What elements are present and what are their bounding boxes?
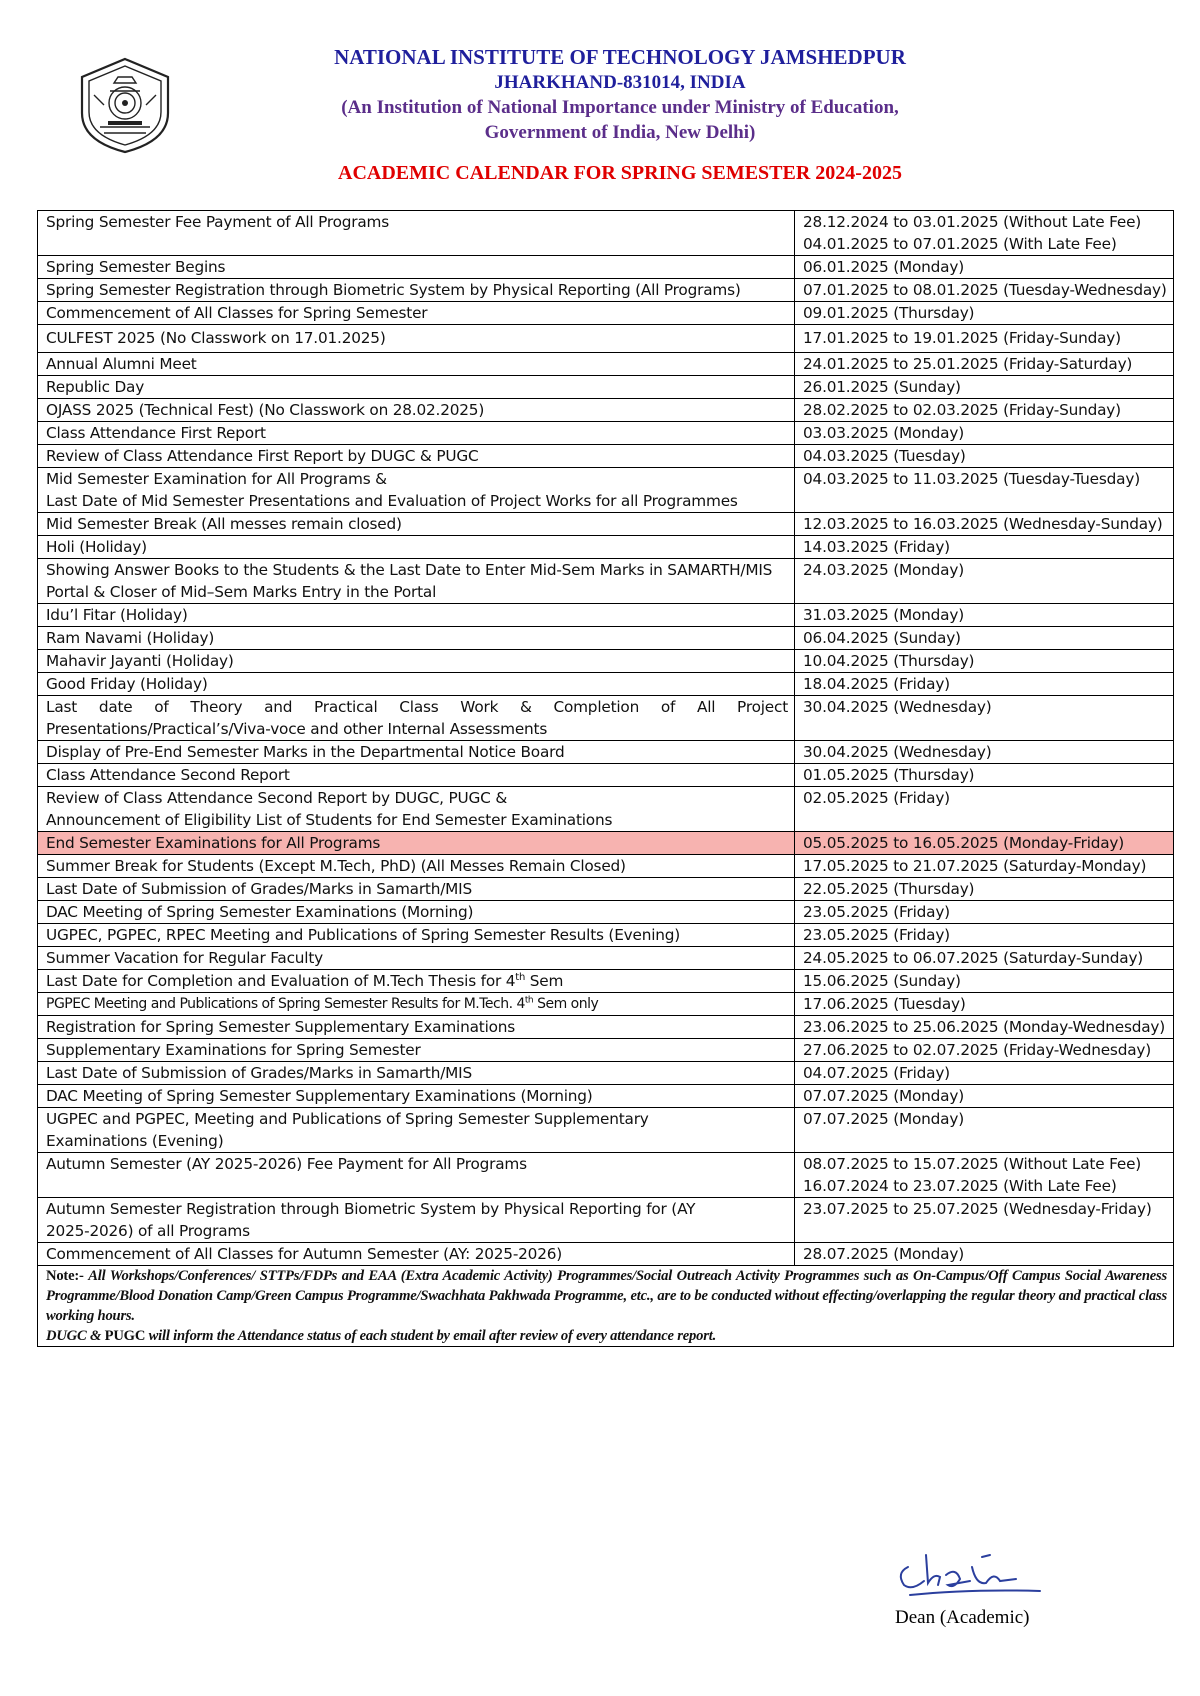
date-cell: 06.01.2025 (Monday) <box>795 256 1174 279</box>
event-cell: Autumn Semester Registration through Biometric System by Physical Reporting for (AY 2025-2026) of all Programs <box>38 1198 795 1243</box>
date-cell: 30.04.2025 (Wednesday) <box>795 741 1174 764</box>
event-cell: Idu’l Fitar (Holiday) <box>38 604 795 627</box>
table-row <box>38 376 1174 399</box>
event-cell: Class Attendance First Report <box>38 422 795 445</box>
date-cell: 17.05.2025 to 21.07.2025 (Saturday-Monday) <box>795 855 1174 878</box>
event-cell: Commencement of All Classes for Autumn Semester (AY: 2025-2026) <box>38 1243 795 1266</box>
event-line-2: Last Date of Mid Semester Presentations and Evaluation of Project Works for all Programmes <box>46 492 738 510</box>
event-cell: CULFEST 2025 (No Classwork on 17.01.2025) <box>38 325 795 353</box>
date-cell: 24.03.2025 (Monday) <box>795 559 1174 604</box>
note-line2-rest: will inform the Attendance status of each student by email after review of every attendance report. <box>145 1328 717 1344</box>
event-cell <box>38 970 795 993</box>
date-cell: 14.03.2025 (Friday) <box>795 536 1174 559</box>
table-row <box>38 1016 1174 1039</box>
table-row <box>38 1085 1174 1108</box>
note-line2-prefix: DUGC & <box>46 1328 105 1344</box>
table-row <box>38 445 1174 468</box>
table-row <box>38 855 1174 878</box>
event-cell: Registration for Spring Semester Supplementary Examinations <box>38 1016 795 1039</box>
event-cell: Holi (Holiday) <box>38 536 795 559</box>
table-row <box>38 279 1174 302</box>
event-line-2: Announcement of Eligibility List of Students for End Semester Examinations <box>46 811 613 829</box>
event-line-1: Review of Class Attendance Second Report by DUGC, PUGC & <box>46 789 508 807</box>
note-row <box>38 1266 1174 1347</box>
table-row <box>38 627 1174 650</box>
institute-tagline-1: (An Institution of National Importance under Ministry of Education, <box>341 97 899 118</box>
table-row <box>38 650 1174 673</box>
table-row <box>38 399 1174 422</box>
event-cell: Summer Break for Students (Except M.Tech, PhD) (All Messes Remain Closed) <box>38 855 795 878</box>
table-row <box>38 878 1174 901</box>
table-row <box>38 924 1174 947</box>
event-cell: Ram Navami (Holiday) <box>38 627 795 650</box>
date-cell: 28.07.2025 (Monday) <box>795 1243 1174 1266</box>
table-row <box>38 468 1174 513</box>
event-cell: Last date of Theory and Practical Class Work & Completion of All Project Presentations/Practical’s/Viva-voce and other Internal Assessments <box>38 696 795 741</box>
event-text: PGPEC Meeting and Publications of Spring Semester Results for M.Tech. 4 <box>46 996 525 1012</box>
table-row <box>38 947 1174 970</box>
event-cell: Good Friday (Holiday) <box>38 673 795 696</box>
table-row <box>38 325 1174 353</box>
event-cell: Showing Answer Books to the Students & the Last Date to Enter Mid-Sem Marks in SAMARTH/MIS Portal & Closer of Mid–Sem Marks Entry in the Portal <box>38 559 795 604</box>
date-cell: 17.06.2025 (Tuesday) <box>795 993 1174 1016</box>
event-cell: End Semester Examinations for All Programs <box>38 832 795 855</box>
table-row <box>38 1198 1174 1243</box>
superscript: th <box>515 971 526 983</box>
event-cell: DAC Meeting of Spring Semester Supplementary Examinations (Morning) <box>38 1085 795 1108</box>
institute-header <box>200 44 1040 145</box>
institute-address: JHARKHAND-831014, INDIA <box>494 72 746 93</box>
academic-calendar-table <box>37 210 1174 1347</box>
date-cell: 27.06.2025 to 02.07.2025 (Friday-Wednesday) <box>795 1039 1174 1062</box>
event-cell: Last Date of Submission of Grades/Marks in Samarth/MIS <box>38 878 795 901</box>
event-text-tail: Sem only <box>533 996 599 1012</box>
event-cell: DAC Meeting of Spring Semester Examinations (Morning) <box>38 901 795 924</box>
table-row <box>38 993 1174 1016</box>
table-row <box>38 1153 1174 1198</box>
event-text: Last Date for Completion and Evaluation of M.Tech Thesis for 4 <box>46 972 516 990</box>
event-cell <box>38 468 795 513</box>
institute-name: NATIONAL INSTITUTE OF TECHNOLOGY JAMSHEDPUR <box>334 45 906 69</box>
table-row-highlighted <box>38 832 1174 855</box>
event-cell: Spring Semester Fee Payment of All Programs <box>38 211 795 256</box>
table-row <box>38 536 1174 559</box>
note-line2-bold: PUGC <box>104 1328 146 1344</box>
date-cell: 04.03.2025 (Tuesday) <box>795 445 1174 468</box>
event-cell: Autumn Semester (AY 2025-2026) Fee Payment for All Programs <box>38 1153 795 1198</box>
event-text-tail: Sem <box>525 972 564 990</box>
table-row <box>38 673 1174 696</box>
table-row <box>38 422 1174 445</box>
date-cell: 05.05.2025 to 16.05.2025 (Monday-Friday) <box>795 832 1174 855</box>
event-cell: Display of Pre-End Semester Marks in the Departmental Notice Board <box>38 741 795 764</box>
calendar-title: ACADEMIC CALENDAR FOR SPRING SEMESTER 2024-2025 <box>338 162 902 184</box>
date-cell: 04.07.2025 (Friday) <box>795 1062 1174 1085</box>
date-cell: 07.07.2025 (Monday) <box>795 1108 1174 1153</box>
event-cell: Annual Alumni Meet <box>38 353 795 376</box>
table-row <box>38 302 1174 325</box>
date-cell: 22.05.2025 (Thursday) <box>795 878 1174 901</box>
table-row <box>38 764 1174 787</box>
date-cell: 06.04.2025 (Sunday) <box>795 627 1174 650</box>
date-cell: 08.07.2025 to 15.07.2025 (Without Late Fee) 16.07.2024 to 23.07.2025 (With Late Fee) <box>795 1153 1174 1198</box>
institute-logo <box>70 55 180 155</box>
event-cell: Supplementary Examinations for Spring Semester <box>38 1039 795 1062</box>
table-row <box>38 1062 1174 1085</box>
event-cell: OJASS 2025 (Technical Fest) (No Classwork on 28.02.2025) <box>38 399 795 422</box>
table-row <box>38 787 1174 832</box>
event-cell: Spring Semester Registration through Biometric System by Physical Reporting (All Programs) <box>38 279 795 302</box>
table-row <box>38 353 1174 376</box>
table-row <box>38 1108 1174 1153</box>
event-cell: UGPEC, PGPEC, RPEC Meeting and Publications of Spring Semester Results (Evening) <box>38 924 795 947</box>
date-cell: 07.01.2025 to 08.01.2025 (Tuesday-Wednesday) <box>795 279 1174 302</box>
table-row <box>38 256 1174 279</box>
event-cell: UGPEC and PGPEC, Meeting and Publications of Spring Semester Supplementary Examinations (Evening) <box>38 1108 795 1153</box>
dean-designation: Dean (Academic) <box>895 1607 1030 1628</box>
note-cell <box>38 1266 1174 1347</box>
date-cell: 26.01.2025 (Sunday) <box>795 376 1174 399</box>
date-cell: 03.03.2025 (Monday) <box>795 422 1174 445</box>
date-cell: 28.02.2025 to 02.03.2025 (Friday-Sunday) <box>795 399 1174 422</box>
table-row <box>38 970 1174 993</box>
event-line-1: Mid Semester Examination for All Programs & <box>46 470 387 488</box>
dean-signature <box>890 1545 1060 1615</box>
table-row <box>38 696 1174 741</box>
date-cell: 07.07.2025 (Monday) <box>795 1085 1174 1108</box>
event-cell: Summer Vacation for Regular Faculty <box>38 947 795 970</box>
note-label: Note:- <box>46 1268 89 1284</box>
date-cell: 15.06.2025 (Sunday) <box>795 970 1174 993</box>
date-cell: 23.07.2025 to 25.07.2025 (Wednesday-Friday) <box>795 1198 1174 1243</box>
table-row <box>38 513 1174 536</box>
event-cell: Mahavir Jayanti (Holiday) <box>38 650 795 673</box>
date-cell: 31.03.2025 (Monday) <box>795 604 1174 627</box>
event-cell: Spring Semester Begins <box>38 256 795 279</box>
date-cell: 30.04.2025 (Wednesday) <box>795 696 1174 741</box>
table-row <box>38 211 1174 256</box>
date-cell: 24.05.2025 to 06.07.2025 (Saturday-Sunday) <box>795 947 1174 970</box>
date-cell: 17.01.2025 to 19.01.2025 (Friday-Sunday) <box>795 325 1174 353</box>
event-cell: Class Attendance Second Report <box>38 764 795 787</box>
institute-tagline-2: Government of India, New Delhi) <box>484 122 756 143</box>
superscript: th <box>524 995 534 1006</box>
date-cell: 09.01.2025 (Thursday) <box>795 302 1174 325</box>
event-cell <box>38 993 795 1016</box>
table-row <box>38 559 1174 604</box>
event-cell: Last Date of Submission of Grades/Marks in Samarth/MIS <box>38 1062 795 1085</box>
date-cell: 28.12.2024 to 03.01.2025 (Without Late Fee) 04.01.2025 to 07.01.2025 (With Late Fee) <box>795 211 1174 256</box>
event-cell: Mid Semester Break (All messes remain closed) <box>38 513 795 536</box>
date-cell: 24.01.2025 to 25.01.2025 (Friday-Saturday) <box>795 353 1174 376</box>
note-text: All Workshops/Conferences/ STTPs/FDPs and EAA (Extra Academic Activity) Programmes/Social Outreach Activity Programmes such as On-Campus/Off Campus Social Awareness Programme/Blood Donation Camp/Green Campus Programme/Swachhata Pakhwada Programme, etc., are to be conducted without effecting/overlapping the regular theory and practical class working hours. <box>46 1268 1167 1324</box>
table-row <box>38 1243 1174 1266</box>
date-cell: 02.05.2025 (Friday) <box>795 787 1174 832</box>
date-cell: 12.03.2025 to 16.03.2025 (Wednesday-Sunday) <box>795 513 1174 536</box>
event-cell <box>38 787 795 832</box>
date-cell: 23.05.2025 (Friday) <box>795 901 1174 924</box>
date-cell: 04.03.2025 to 11.03.2025 (Tuesday-Tuesday) <box>795 468 1174 513</box>
table-row <box>38 1039 1174 1062</box>
date-cell: 10.04.2025 (Thursday) <box>795 650 1174 673</box>
table-row <box>38 741 1174 764</box>
date-cell: 18.04.2025 (Friday) <box>795 673 1174 696</box>
event-cell: Review of Class Attendance First Report by DUGC & PUGC <box>38 445 795 468</box>
date-cell: 01.05.2025 (Thursday) <box>795 764 1174 787</box>
table-row <box>38 901 1174 924</box>
table-row <box>38 604 1174 627</box>
event-cell: Commencement of All Classes for Spring Semester <box>38 302 795 325</box>
date-cell: 23.06.2025 to 25.06.2025 (Monday-Wednesday) <box>795 1016 1174 1039</box>
date-cell: 23.05.2025 (Friday) <box>795 924 1174 947</box>
event-cell: Republic Day <box>38 376 795 399</box>
